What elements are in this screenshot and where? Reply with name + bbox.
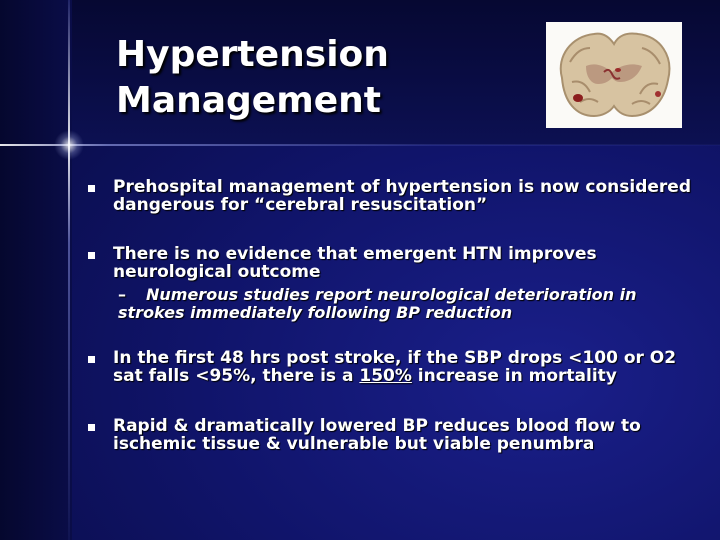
bullet-text-start: In the first 48 hrs post stroke, if the SBP drops <100 or O2 sat falls <95%, there is a [113,348,677,386]
bullet-text: There is no evidence that emergent HTN improves neurological outcome [113,244,597,282]
title-line-2: Management [116,80,381,121]
bullet-text [113,349,693,385]
bullet-text-end: increase in mortality [411,366,617,386]
bullet-marker-icon [88,185,95,192]
sub-bullet [118,286,678,322]
bullet-text: Rapid & dramatically lowered BP reduces blood flow to ischemic tissue & vulnerable but viable penumbra [113,416,641,454]
mortality-percent: 150% [359,366,412,386]
bullet-marker-icon [88,356,95,363]
bullet-marker-icon [88,252,95,259]
bullet-text: Prehospital management of hypertension is now considered dangerous for “cerebral resuscitation” [113,177,691,215]
title-line-1: Hypertension [116,34,389,75]
bullet-marker-icon [88,424,95,431]
sub-bullet-text: Numerous studies report neurological deterioration in strokes immediately following BP reduction [118,285,637,322]
sub-bullet-dash: – [118,285,126,304]
